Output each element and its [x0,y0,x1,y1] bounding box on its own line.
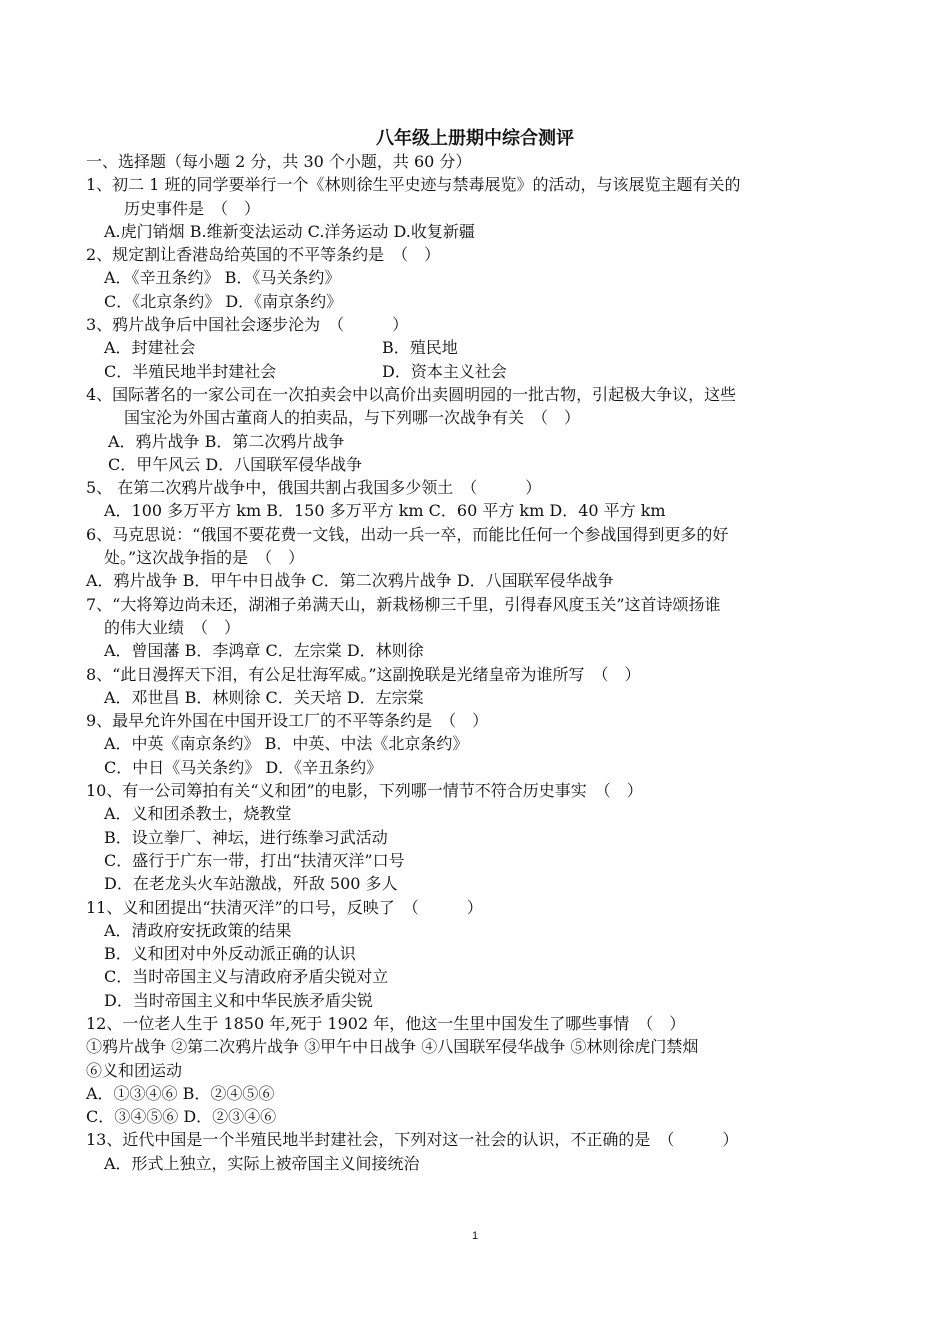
question-6-stem: 6、马克思说：“俄国不要花费一文钱，出动一兵一卒，而能比任何一个参战国得到更多的好 [86,524,729,544]
question-2-options-2: C．《北京条约》 D．《南京条约》 [104,291,343,311]
question-list [86,150,876,1175]
question-12-event-list-cont: ⑥义和团运动 [86,1060,183,1080]
question-3-options-row-1 [86,336,876,359]
page-number: 1 [471,1230,479,1242]
question-13-stem: 13、近代中国是一个半殖民地半封建社会，下列对这一社会的认识，不正确的是 （ ） [86,1130,739,1150]
question-10-option-d: D．在老龙头火车站激战，歼敌 500 多人 [104,874,398,894]
question-10-option-c: C．盛行于广东一带，打出“扶清灭洋”口号 [104,850,405,870]
question-7-stem: 7、“大将筹边尚未还，湖湘子弟满天山，新栽杨柳三千里，引得春风度玉关”这首诗颂扬谁 [86,594,721,614]
question-11-option-b: B．义和团对中外反动派正确的认识 [104,944,356,964]
question-3-option-a: A．封建社会 [104,338,196,358]
question-8-stem: 8、“此日漫挥天下泪，有公足壮海军威。”这副挽联是光绪皇帝为谁所写 （ ） [86,664,641,684]
question-11-option-d: D．当时帝国主义和中华民族矛盾尖锐 [104,990,373,1010]
section-heading: 一、选择题（每小题 2 分，共 30 个小题，共 60 分） [86,152,472,171]
question-1-stem: 1、初二 1 班的同学要举行一个《林则徐生平史迹与禁毒展览》的活动，与该展览主题有关的 [86,175,741,195]
question-10-stem: 10、有一公司筹拍有关“义和团”的电影，下列哪一情节不符合历史事实 （ ） [86,781,643,801]
question-12-event-list: ①鸦片战争 ②第二次鸦片战争 ③甲午中日战争 ④八国联军侵华战争 ⑤林则徐虎门禁烟 [86,1037,699,1057]
question-7-stem-cont: 的伟大业绩 （ ） [104,617,241,637]
question-9-stem: 9、最早允许外国在中国开设工厂的不平等条约是 （ ） [86,711,489,731]
question-10-option-a: A．义和团杀教士，烧教堂 [104,804,292,824]
question-1-stem-cont: 历史事件是 （ ） [124,198,261,218]
question-11-option-a: A．清政府安抚政策的结果 [104,920,292,940]
question-4-stem-cont: 国宝沦为外国古董商人的拍卖品，与下列哪一次战争有关 （ ） [124,408,581,428]
question-3-options-row-2 [86,360,876,383]
question-9-options-2: C．中日《马关条约》 D．《辛丑条约》 [104,757,383,777]
question-3-option-b: B．殖民地 [382,338,458,358]
question-6-stem-cont: 处。”这次战争指的是 （ ） [104,548,305,568]
question-5-options: A．100 多万平方 km B．150 多万平方 km C．60 平方 km D．40 平方 km [104,501,666,521]
question-2-stem: 2、规定割让香港岛给英国的不平等条约是 （ ） [86,245,441,265]
question-5-stem: 5、 在第二次鸦片战争中，俄国共割占我国多少领土 （ ） [86,478,542,498]
question-13-option-a: A．形式上独立，实际上被帝国主义间接统治 [104,1153,420,1173]
document-title: 八年级上册期中综合测评 [376,128,574,149]
question-12-stem: 12、一位老人生于 1850 年,死于 1902 年，他这一生里中国发生了哪些事情 （ ） [86,1013,686,1033]
question-10-option-b: B．设立拳厂、神坛，进行练拳习武活动 [104,827,388,847]
question-7-options: A．曾国藩 B．李鸿章 C．左宗棠 D．林则徐 [104,641,424,661]
question-4-stem: 4、国际著名的一家公司在一次拍卖会中以高价出卖圆明园的一批古物，引起极大争议，这些 [86,384,737,404]
question-8-options: A．邓世昌 B．林则徐 C．关天培 D．左宗棠 [104,687,424,707]
question-1-options: A.虎门销烟 B.维新变法运动 C.洋务运动 D.收复新疆 [104,221,475,241]
question-12-options-1: A．①③④⑥ B．②④⑤⑥ [86,1083,275,1103]
question-11-option-c: C．当时帝国主义与清政府矛盾尖锐对立 [104,967,389,987]
question-3-stem: 3、鸦片战争后中国社会逐步沦为 （ ） [86,315,409,335]
question-3-option-c: C．半殖民地半封建社会 [104,361,277,381]
question-11-stem: 11、义和团提出“扶清灭洋”的口号，反映了 （ ） [86,897,483,917]
question-9-options-1: A．中英《南京条约》 B．中英、中法《北京条约》 [104,734,469,754]
question-3-option-d: D．资本主义社会 [382,361,507,381]
question-12-options-2: C．③④⑤⑥ D．②③④⑥ [86,1107,277,1127]
question-4-options-2: C．甲午风云 D．八国联军侵华战争 [108,454,363,474]
question-4-options-1: A．鸦片战争 B．第二次鸦片战争 [108,431,345,451]
question-2-options-1: A．《辛丑条约》 B．《马关条约》 [104,268,341,288]
question-6-options: A．鸦片战争 B．甲午中日战争 C．第二次鸦片战争 D．八国联军侵华战争 [86,571,614,591]
